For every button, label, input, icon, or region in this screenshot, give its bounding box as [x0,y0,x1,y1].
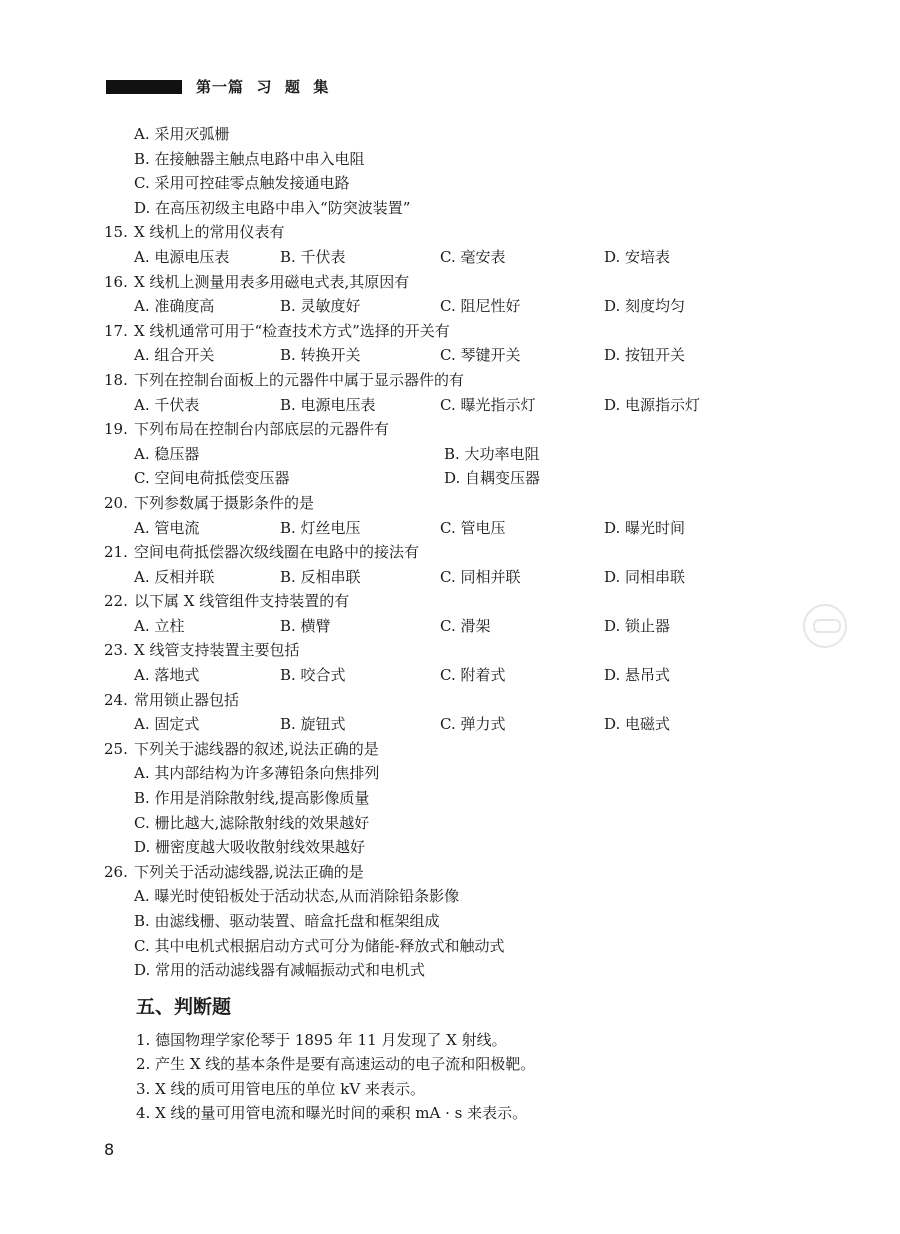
option-text: B. 千伏表 [280,247,346,266]
publisher-seal-icon [803,604,847,648]
page-header-title: 第一篇 习 题 集 [196,78,330,96]
option-row [104,294,804,319]
question-number: 25. [104,739,128,758]
option-text: A. 稳压器 [134,444,200,463]
option-text: D. 曝光时间 [604,518,686,537]
judgement-item: 1. 德国物理学家伦琴于 1895 年 11 月发现了 X 射线。 [136,1031,507,1049]
option-row [104,442,804,467]
option-text: B. 灯丝电压 [280,518,361,537]
option-text: D. 按钮开关 [604,346,686,365]
question-stem [104,270,804,295]
question-stem [104,220,804,245]
option-text: B. 大功率电阻 [444,444,540,463]
option-text: C. 采用可控硅零点触发接通电路 [134,174,350,193]
judgement-item: 3. X 线的质可用管电压的单位 kV 来表示。 [136,1079,425,1098]
option-text: C. 弹力式 [440,715,506,734]
option-row [104,565,804,590]
option-text: A. 立柱 [134,616,185,635]
option-text: B. 电源电压表 [280,395,376,414]
option-line [104,934,804,959]
option-row [104,466,804,491]
option-row [104,245,804,270]
option-text: C. 管电压 [440,518,506,537]
option-text: A. 管电流 [134,518,200,537]
option-row [104,516,804,541]
option-text: D. 在高压初级主电路中串入“防突波装置” [134,198,411,217]
question-number: 19. [104,420,128,439]
question-text: 下列参数属于摄影条件的是 [134,493,315,512]
option-line [104,147,804,172]
judgement-item: 4. X 线的量可用管电流和曝光时间的乘积 mA · s 来表示。 [136,1103,528,1122]
option-text: C. 附着式 [440,666,506,685]
option-text: C. 同相并联 [440,567,521,586]
question-number: 26. [104,862,128,881]
option-text: A. 其内部结构为许多薄铅条向焦排列 [134,764,380,783]
judgement-list [136,1028,796,1125]
question-text: 下列关于滤线器的叙述,说法正确的是 [134,739,379,758]
option-text: B. 咬合式 [280,666,346,685]
header-bar [106,80,182,94]
option-text: B. 作用是消除散射线,提高影像质量 [134,789,370,808]
questions [104,220,804,982]
option-text: C. 其中电机式根据启动方式可分为储能-释放式和触动式 [134,936,505,955]
question-text: 下列关于活动滤线器,说法正确的是 [134,862,364,881]
option-text: B. 横臂 [280,616,331,635]
question-text: X 线管支持装置主要包括 [134,641,300,660]
option-text: C. 琴键开关 [440,346,521,365]
question-stem [104,319,804,344]
option-text: C. 阻尼性好 [440,297,521,316]
option-row [104,393,804,418]
option-text: C. 滑架 [440,616,491,635]
option-row [104,663,804,688]
option-line [104,909,804,934]
option-text: B. 在接触器主触点电路中串入电阻 [134,149,365,168]
question-number: 24. [104,690,128,709]
option-text: A. 采用灭弧栅 [134,125,230,143]
question-text: 空间电荷抵偿器次级线圈在电路中的接法有 [134,543,420,562]
option-line [104,835,804,860]
option-line [104,884,804,909]
option-text: D. 栅密度越大吸收散射线效果越好 [134,838,366,857]
option-text: D. 自耦变压器 [444,469,541,488]
option-text: B. 旋钮式 [280,715,346,734]
question-number: 22. [104,592,128,611]
question-stem [104,540,804,565]
question-text: X 线机通常可用于“检查技术方式”选择的开关有 [134,321,450,340]
question-stem [104,368,804,393]
option-text: A. 曝光时使铅板处于活动状态,从而消除铅条影像 [134,887,460,906]
option-text: A. 落地式 [134,666,200,685]
option-row [104,614,804,639]
option-row [104,343,804,368]
question-text: X 线机上的常用仪表有 [134,223,285,242]
question-number: 18. [104,370,128,389]
question-stem [104,638,804,663]
option-text: D. 电磁式 [604,715,671,734]
option-text: B. 反相串联 [280,567,361,586]
option-text: D. 刻度均匀 [604,297,686,316]
question-number: 20. [104,493,128,512]
question-stem [104,417,804,442]
question-stem [104,688,804,713]
question-number: 16. [104,272,128,291]
option-line [104,958,804,983]
question-number: 17. [104,321,128,340]
question-text: 下列布局在控制台内部底层的元器件有 [134,420,390,439]
question-stem [104,860,804,885]
option-text: D. 电源指示灯 [604,395,701,414]
option-text: A. 准确度高 [134,297,215,316]
option-text: A. 电源电压表 [134,247,230,266]
question-text: X 线机上测量用表多用磁电式表,其原因有 [134,272,410,291]
option-text: C. 曝光指示灯 [440,395,536,414]
option-text: D. 安培表 [604,247,671,266]
option-text: A. 千伏表 [134,395,200,414]
option-text: D. 锁止器 [604,616,671,635]
option-line [104,786,804,811]
option-text: D. 常用的活动滤线器有减幅振动式和电机式 [134,961,426,980]
option-text: D. 同相串联 [604,567,686,586]
option-text: A. 反相并联 [134,567,215,586]
option-text: B. 转换开关 [280,346,361,365]
option-line [104,761,804,786]
section-heading-judgement: 五、判断题 [136,996,232,1018]
question-text: 以下属 X 线管组件支持装置的有 [134,592,350,611]
option-row [104,712,804,737]
option-text: B. 灵敏度好 [280,297,361,316]
option-text: C. 毫安表 [440,247,506,266]
option-text: C. 栅比越大,滤除散射线的效果越好 [134,813,370,832]
option-line [104,122,804,147]
question-text: 下列在控制台面板上的元器件中属于显示器件的有 [134,370,465,389]
option-text: D. 悬吊式 [604,666,671,685]
question-stem [104,737,804,762]
option-line [104,811,804,836]
question-number: 21. [104,543,128,562]
question-text: 常用锁止器包括 [134,690,240,709]
question-number: 23. [104,641,128,660]
question-stem [104,491,804,516]
question-14-options [104,122,804,220]
judgement-item: 2. 产生 X 线的基本条件是要有高速运动的电子流和阳极靶。 [136,1055,536,1074]
question-list [104,122,804,983]
question-stem [104,589,804,614]
question-number: 15. [104,223,128,242]
option-line [104,196,804,221]
page-number: 8 [104,1140,115,1159]
option-text: A. 固定式 [134,715,200,734]
option-line [104,171,804,196]
option-text: A. 组合开关 [134,346,215,365]
option-text: C. 空间电荷抵偿变压器 [134,469,290,488]
option-text: B. 由滤线栅、驱动装置、暗盒托盘和框架组成 [134,912,440,930]
